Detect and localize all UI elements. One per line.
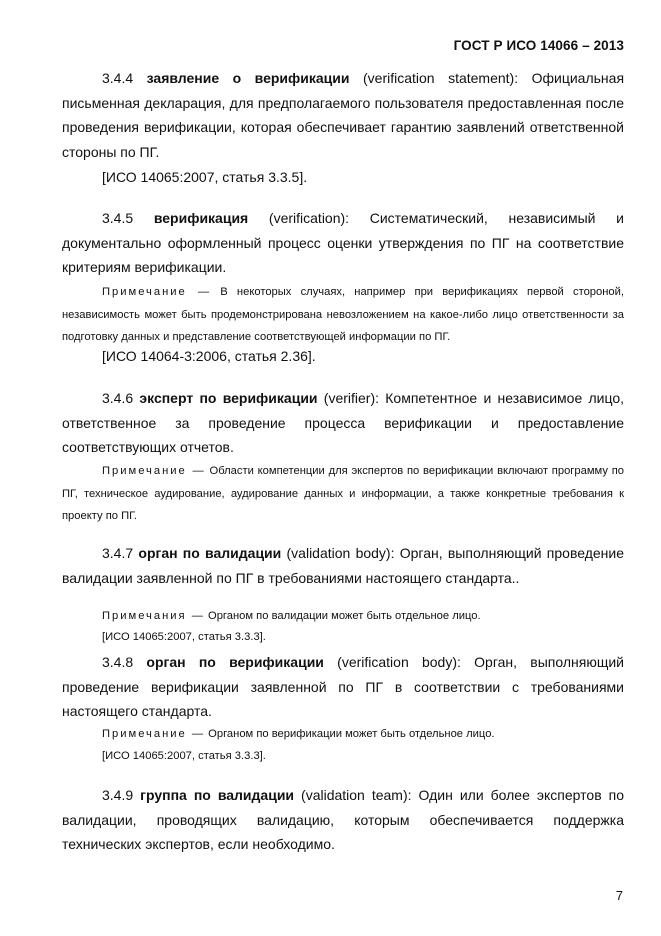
note <box>62 281 624 349</box>
note-label: Примечание — <box>102 728 206 740</box>
note-text: В некоторых случаях, например при верификациях первой стороной, независимость может быть продемонстрирована невозложением на какое-либо лицо ответственности за подготовку данных и представление соответствующей информации по ПГ. <box>62 286 624 343</box>
english-term: (verifier): <box>323 390 380 406</box>
note <box>62 605 624 628</box>
definition-text: Систематический, независимый и документально оформленный процесс оценки утверждения по ПГ на соответствие критериям верификации. <box>62 210 624 275</box>
clause-number: 3.4.9 <box>102 787 134 803</box>
reference: [ИСО 14064-3:2006, статья 2.36]. <box>102 348 316 364</box>
english-term: (verification): <box>268 210 350 226</box>
reference: [ИСО 14065:2007, статья 3.3.3]. <box>102 631 266 643</box>
term: заявление о верификации <box>146 70 350 86</box>
note-label: Примечания — <box>102 610 205 622</box>
definition-text: Официальная письменная декларация, для предполагаемого пользователя предоставленная после проведения верификации, которая обеспечивает гарантию заявлений ответственной стороны по ПГ. <box>62 70 625 160</box>
reference: [ИСО 14065:2007, статья 3.3.5]. <box>102 169 308 185</box>
note-text: Органом по валидации может быть отдельное лицо. <box>208 610 481 622</box>
definition-text: Компетентное и независимое лицо, ответственное за проведение процесса верификации и предоставление соответствующих отчетов. <box>62 390 624 455</box>
definition-text: Орган, выполняющий проведение валидации заявленной по ПГ в требованиями настоящего стандарта.. <box>62 545 625 586</box>
clause-number: 3.4.6 <box>102 390 134 406</box>
document-header: ГОСТ Р ИСО 14066 – 2013 <box>453 38 624 53</box>
clause-number: 3.4.7 <box>102 545 134 561</box>
definition-3-4-7 <box>62 541 624 590</box>
reference: [ИСО 14065:2007, статья 3.3.3]. <box>102 750 266 762</box>
english-term: (validation body): <box>286 545 395 561</box>
page-number: 7 <box>615 888 623 903</box>
definition-3-4-9 <box>62 783 624 857</box>
definition-text: Орган, выполняющий проведение верификации заявленной по ПГ в соответствии с требованиями настоящего стандарта. <box>62 654 624 719</box>
term: орган по валидации <box>138 545 282 561</box>
definition-3-4-4 <box>62 66 624 164</box>
term: эксперт по верификации <box>139 390 318 406</box>
note-text: Органом по верификации может быть отдельное лицо. <box>208 728 495 740</box>
note-label: Примечание — <box>102 286 212 298</box>
note <box>62 460 624 528</box>
note <box>62 723 624 746</box>
clause-number: 3.4.4 <box>102 70 134 86</box>
definition-text: Один или более экспертов по валидации, проводящих валидацию, которым обеспечивается поддержка технических экспертов, если необходимо. <box>62 787 624 852</box>
english-term: (validation team): <box>301 787 412 803</box>
clause-number: 3.4.8 <box>102 654 134 670</box>
english-term: (verification body): <box>337 654 461 670</box>
term: верификация <box>153 210 249 226</box>
note-label: Примечание — <box>102 465 206 477</box>
term: группа по валидации <box>140 787 295 803</box>
clause-number: 3.4.5 <box>102 210 134 226</box>
english-term: (verification statement): <box>363 70 519 86</box>
definition-3-4-6 <box>62 386 624 460</box>
term: орган по верификации <box>146 654 324 670</box>
definition-3-4-5 <box>62 206 624 280</box>
definition-3-4-8 <box>62 650 624 724</box>
note-text: Области компетенции для экспертов по верификации включают программу по ПГ, техническое аудирование, аудирование данных и информации, а также конкретные требования к проекту по ПГ. <box>62 465 625 522</box>
